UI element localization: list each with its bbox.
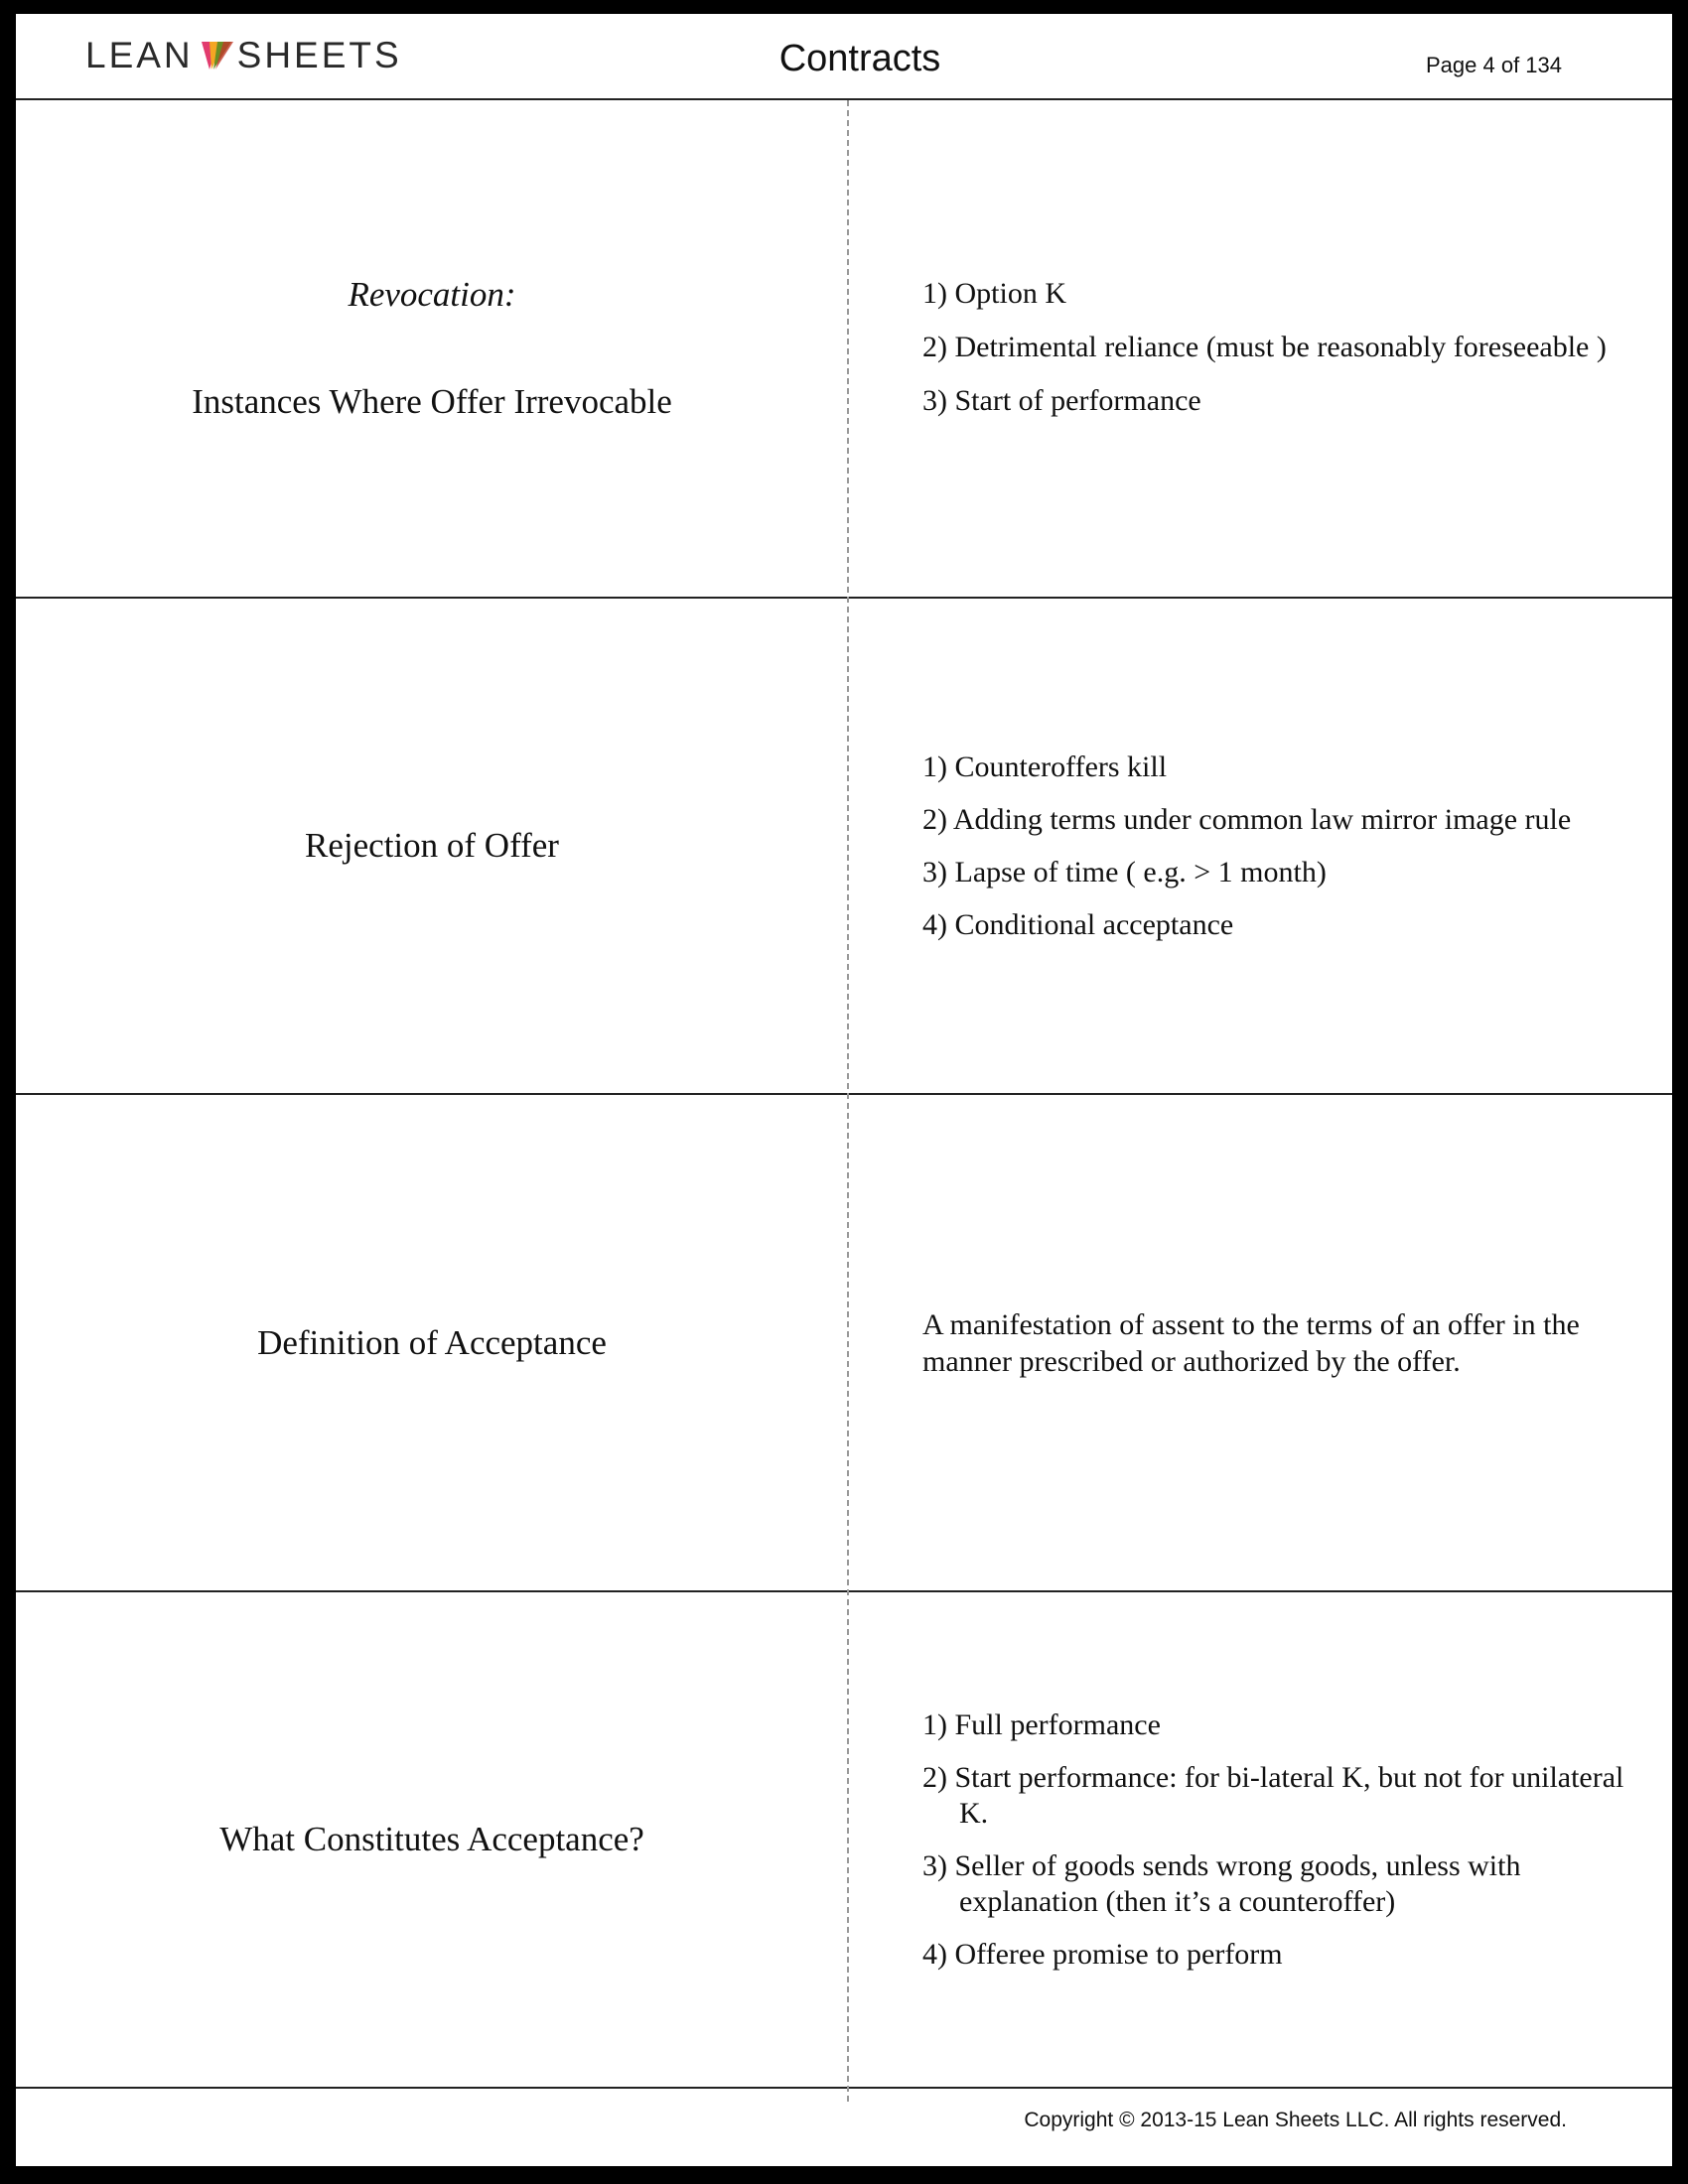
card-definition [922,100,1632,597]
definition-item: 2) Adding terms under common law mirror image rule [922,802,1572,836]
card-term-title: Rejection of Offer [305,826,559,865]
definition-item: 3) Start of performance [922,384,1201,417]
lean-sheets-logo [85,36,402,75]
definition-item: 4) Conditional acceptance [922,907,1234,941]
copyright-notice: Copyright © 2013-15 Lean Sheets LLC. All rights reserved. [1024,2109,1567,2131]
definition-item: 3) Lapse of time ( e.g. > 1 month) [922,855,1327,888]
logo-text-left: LEAN [85,35,194,75]
document-page [16,14,1672,2166]
card-term-title: Definition of Acceptance [257,1322,607,1362]
card-term-title: Instances Where Offer Irrevocable [192,382,672,421]
flashcard [16,1592,1672,2087]
card-definition [922,1095,1632,1590]
card-term-subtitle: Revocation: [348,275,516,314]
card-term [16,1095,848,1590]
flashcard [16,1095,1672,1590]
card-definition [922,599,1632,1093]
logo-mark-icon [196,36,235,75]
definition-item: 1) Full performance [922,1707,1161,1741]
card-term [16,100,848,597]
document-title: Contracts [778,38,941,79]
card-term-title: What Constitutes Acceptance? [219,1820,644,1858]
definition-item: 1) Option K [922,277,1066,310]
definition-item: 4) Offeree promise to perform [922,1937,1283,1971]
definition-item: 3) Seller of goods sends wrong goods, unless with explanation (then it’s a counteroffer) [922,1848,1521,1918]
definition-text: A manifestation of assent to the terms of an offer in the manner prescribed or authorized by the offer. [922,1307,1580,1378]
definition-item: 1) Counteroffers kill [922,750,1168,783]
page-number: Page 4 of 134 [1426,53,1563,77]
logo-text-right: SHEETS [236,35,402,75]
flashcard [16,599,1672,1093]
definition-item: 2) Detrimental reliance (must be reasonably foreseeable ) [922,331,1607,363]
definition-item: 2) Start performance: for bi-lateral K, but not for unilateral K. [922,1760,1624,1830]
flashcard [16,100,1672,597]
card-term [16,1592,848,2087]
card-definition [922,1592,1632,2087]
card-term [16,599,848,1093]
footer-divider [16,2087,1672,2089]
